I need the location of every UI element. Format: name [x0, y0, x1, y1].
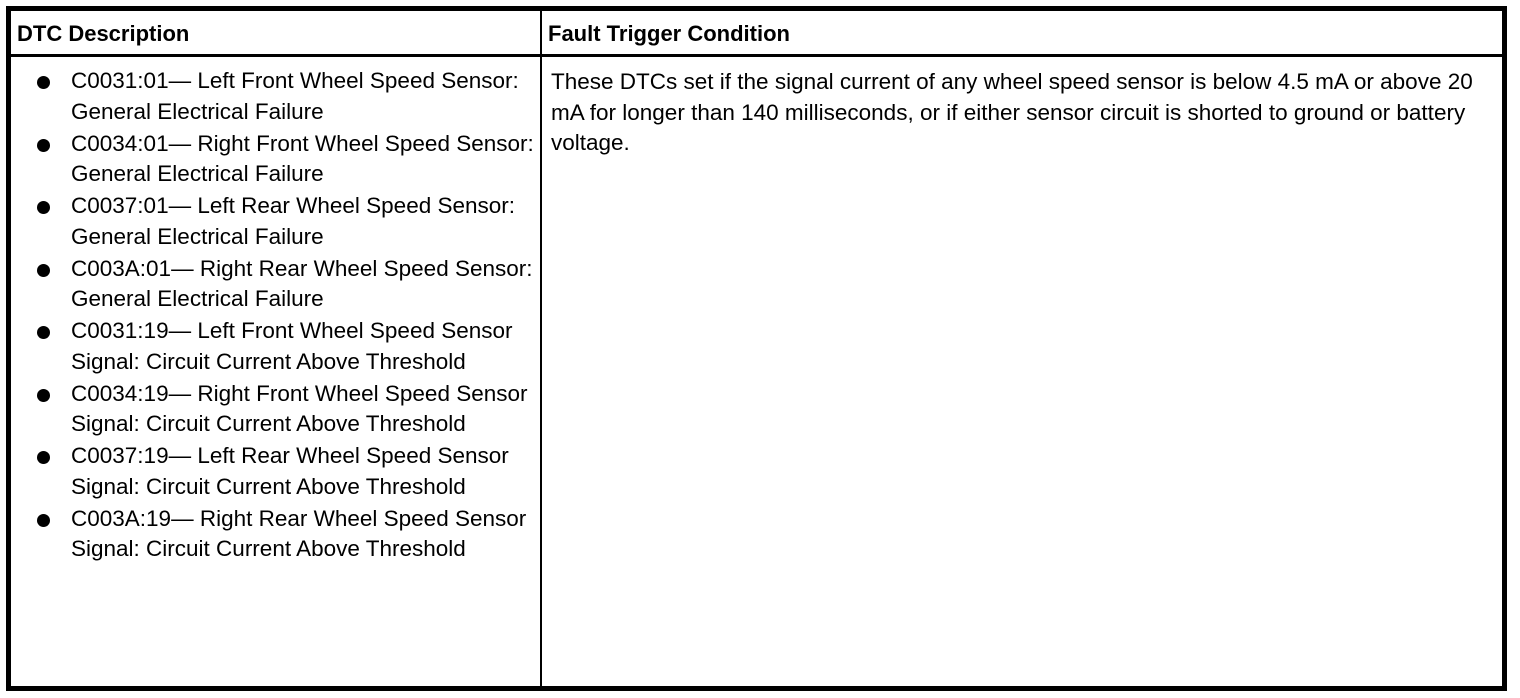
fault-trigger-condition-cell [541, 56, 1503, 688]
dtc-table-container [6, 6, 1507, 691]
bullet-icon [37, 451, 50, 464]
bullet-icon [37, 326, 50, 339]
dtc-list-item: C0037:19— Left Rear Wheel Speed Sensor Signal: Circuit Current Above Threshold [35, 441, 534, 502]
bullet-icon [37, 264, 50, 277]
bullet-icon [37, 389, 50, 402]
fault-trigger-condition-header: Fault Trigger Condition [541, 10, 1503, 56]
bullet-icon [37, 514, 50, 527]
bullet-icon [37, 201, 50, 214]
dtc-list-item: C003A:01— Right Rear Wheel Speed Sensor: General Electrical Failure [35, 254, 534, 315]
dtc-description-header: DTC Description [10, 10, 541, 56]
dtc-list-item: C0031:01— Left Front Wheel Speed Sensor: General Electrical Failure [35, 66, 534, 127]
dtc-table [9, 9, 1504, 688]
bullet-icon [37, 76, 50, 89]
table-row [10, 56, 1503, 688]
dtc-list-item: C0034:19— Right Front Wheel Speed Sensor Signal: Circuit Current Above Threshold [35, 379, 534, 440]
condition-text: These DTCs set if the signal current of any wheel speed sensor is below 4.5 mA or above 20 mA for longer than 140 milliseconds, or if either sensor circuit is shorted to ground or battery voltage. [551, 69, 1473, 155]
dtc-list-item: C0034:01— Right Front Wheel Speed Sensor: General Electrical Failure [35, 129, 534, 190]
dtc-list [35, 66, 534, 565]
bullet-icon [37, 139, 50, 152]
table-header-row [10, 10, 1503, 56]
dtc-description-cell [10, 56, 541, 688]
dtc-list-item: C003A:19— Right Rear Wheel Speed Sensor Signal: Circuit Current Above Threshold [35, 504, 534, 565]
dtc-list-item: C0031:19— Left Front Wheel Speed Sensor Signal: Circuit Current Above Threshold [35, 316, 534, 377]
dtc-list-item: C0037:01— Left Rear Wheel Speed Sensor: General Electrical Failure [35, 191, 534, 252]
